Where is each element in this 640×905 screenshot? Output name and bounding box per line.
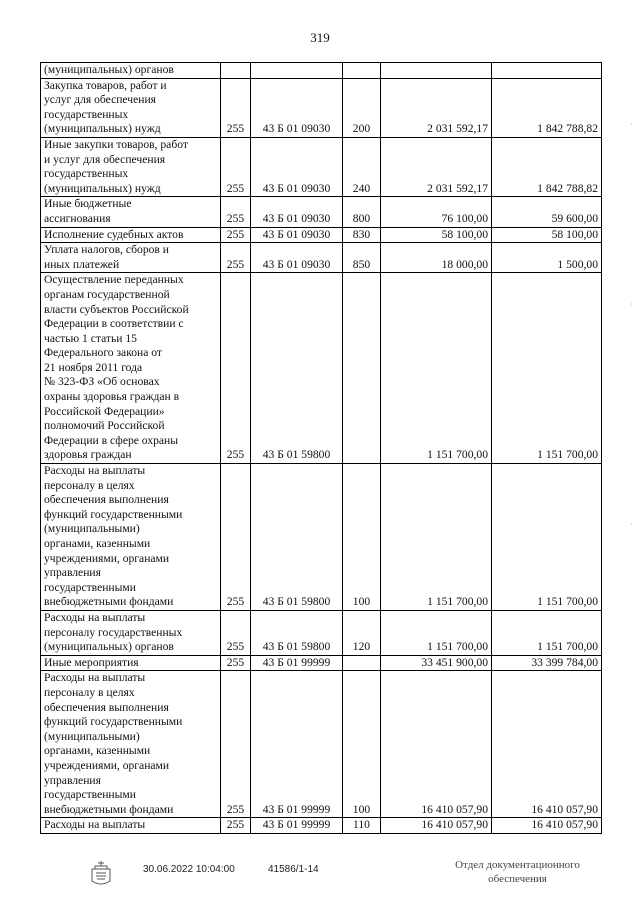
cell-ved: 255 — [221, 197, 251, 227]
cell-ved: 255 — [221, 273, 251, 464]
cell-kvr: 800 — [343, 197, 381, 227]
cell-kcsr: 43 Б 01 09030 — [251, 197, 343, 227]
table-row — [41, 137, 602, 196]
cell-sum-2022: 2 031 592,17 — [381, 78, 492, 137]
cell-ved: 255 — [221, 655, 251, 671]
cell-sum-2022: 58 100,00 — [381, 227, 492, 243]
cell-kcsr: 43 Б 01 59800 — [251, 273, 343, 464]
table-row — [41, 227, 602, 243]
table-row — [41, 655, 602, 671]
table-row — [41, 78, 602, 137]
cell-sum-2022 — [381, 63, 492, 79]
cell-name: (муниципальных) органов — [41, 63, 221, 79]
cell-kvr: 100 — [343, 464, 381, 611]
cell-kcsr: 43 Б 01 99999 — [251, 671, 343, 818]
cell-name: Иные мероприятия — [41, 655, 221, 671]
table-row — [41, 273, 602, 464]
footer-department — [440, 858, 595, 886]
cell-name: Исполнение судебных актов — [41, 227, 221, 243]
city-emblem-icon — [86, 858, 116, 888]
page-number: 319 — [310, 30, 330, 45]
margin-mark: · — [630, 300, 633, 309]
footer-doc-number: 41586/1-14 — [268, 864, 319, 875]
cell-kvr: 850 — [343, 243, 381, 273]
table-row — [41, 671, 602, 818]
cell-kvr: 100 — [343, 671, 381, 818]
cell-name: Иные бюджетные ассигнования — [41, 197, 221, 227]
cell-name: Иные закупки товаров, работ и услуг для обеспечения государственных (муниципальных) нужд — [41, 137, 221, 196]
margin-mark: · — [630, 520, 633, 529]
cell-sum-2022: 1 151 700,00 — [381, 464, 492, 611]
footer-department-line1: Отдел документационного — [455, 859, 580, 871]
cell-sum-2023: 1 842 788,82 — [492, 137, 602, 196]
cell-kcsr: 43 Б 01 99999 — [251, 655, 343, 671]
cell-ved: 255 — [221, 137, 251, 196]
cell-kvr — [343, 655, 381, 671]
cell-kvr — [343, 273, 381, 464]
cell-name: Закупка товаров, работ и услуг для обеспечения государственных (муниципальных) нужд — [41, 78, 221, 137]
table-row — [41, 464, 602, 611]
cell-kvr: 200 — [343, 78, 381, 137]
cell-kcsr: 43 Б 01 09030 — [251, 137, 343, 196]
table-row — [41, 197, 602, 227]
cell-sum-2023: 1 500,00 — [492, 243, 602, 273]
cell-kvr: 830 — [343, 227, 381, 243]
cell-kcsr — [251, 63, 343, 79]
cell-sum-2023: 16 410 057,90 — [492, 671, 602, 818]
cell-ved: 255 — [221, 227, 251, 243]
cell-kcsr: 43 Б 01 09030 — [251, 78, 343, 137]
cell-sum-2023: 16 410 057,90 — [492, 818, 602, 834]
cell-kvr: 110 — [343, 818, 381, 834]
cell-sum-2022: 33 451 900,00 — [381, 655, 492, 671]
cell-sum-2023: 1 151 700,00 — [492, 610, 602, 655]
cell-sum-2022: 1 151 700,00 — [381, 273, 492, 464]
cell-ved: 255 — [221, 610, 251, 655]
cell-kcsr: 43 Б 01 59800 — [251, 610, 343, 655]
table-row — [41, 63, 602, 79]
cell-kvr: 120 — [343, 610, 381, 655]
cell-ved: 255 — [221, 78, 251, 137]
cell-sum-2023: 33 399 784,00 — [492, 655, 602, 671]
cell-kcsr: 43 Б 01 09030 — [251, 227, 343, 243]
cell-kvr — [343, 63, 381, 79]
cell-name: Уплата налогов, сборов и иных платежей — [41, 243, 221, 273]
cell-sum-2022: 2 031 592,17 — [381, 137, 492, 196]
footer-datetime: 30.06.2022 10:04:00 — [143, 864, 235, 875]
cell-sum-2023: 1 842 788,82 — [492, 78, 602, 137]
cell-kcsr: 43 Б 01 09030 — [251, 243, 343, 273]
margin-mark: · — [630, 120, 633, 129]
table-row — [41, 243, 602, 273]
cell-sum-2022: 76 100,00 — [381, 197, 492, 227]
cell-name: Расходы на выплаты персоналу государственных (муниципальных) органов — [41, 610, 221, 655]
cell-sum-2023: 1 151 700,00 — [492, 273, 602, 464]
cell-sum-2022: 16 410 057,90 — [381, 818, 492, 834]
cell-ved: 255 — [221, 818, 251, 834]
cell-sum-2023: 58 100,00 — [492, 227, 602, 243]
cell-name: Осуществление переданных органам государственной власти субъектов Российской Федерации в соответствии с частью 1 статьи 15 Федерального закона от 21 ноября 2011 года № 323-ФЗ «Об основах охраны здоровья граждан в Российской Федерации» полномочий Российской Федерации в сфере охраны здоровья граждан — [41, 273, 221, 464]
budget-table — [40, 62, 602, 834]
cell-sum-2023 — [492, 63, 602, 79]
cell-sum-2023: 1 151 700,00 — [492, 464, 602, 611]
table-row — [41, 818, 602, 834]
cell-sum-2022: 18 000,00 — [381, 243, 492, 273]
cell-name: Расходы на выплаты персоналу в целях обеспечения выполнения функций государственными (муниципальными) органами, казенными учреждениями, органами управления государственными внебюджетными фондами — [41, 464, 221, 611]
table-row — [41, 610, 602, 655]
cell-ved: 255 — [221, 464, 251, 611]
footer-department-line2: обеспечения — [488, 873, 547, 885]
cell-ved: 255 — [221, 671, 251, 818]
cell-sum-2022: 16 410 057,90 — [381, 671, 492, 818]
cell-kcsr: 43 Б 01 99999 — [251, 818, 343, 834]
cell-kcsr: 43 Б 01 59800 — [251, 464, 343, 611]
cell-name: Расходы на выплаты — [41, 818, 221, 834]
cell-kvr: 240 — [343, 137, 381, 196]
cell-sum-2023: 59 600,00 — [492, 197, 602, 227]
cell-sum-2022: 1 151 700,00 — [381, 610, 492, 655]
cell-name: Расходы на выплаты персоналу в целях обеспечения выполнения функций государственными (муниципальными) органами, казенными учреждениями, органами управления государственными внебюджетными фондами — [41, 671, 221, 818]
cell-ved — [221, 63, 251, 79]
cell-ved: 255 — [221, 243, 251, 273]
